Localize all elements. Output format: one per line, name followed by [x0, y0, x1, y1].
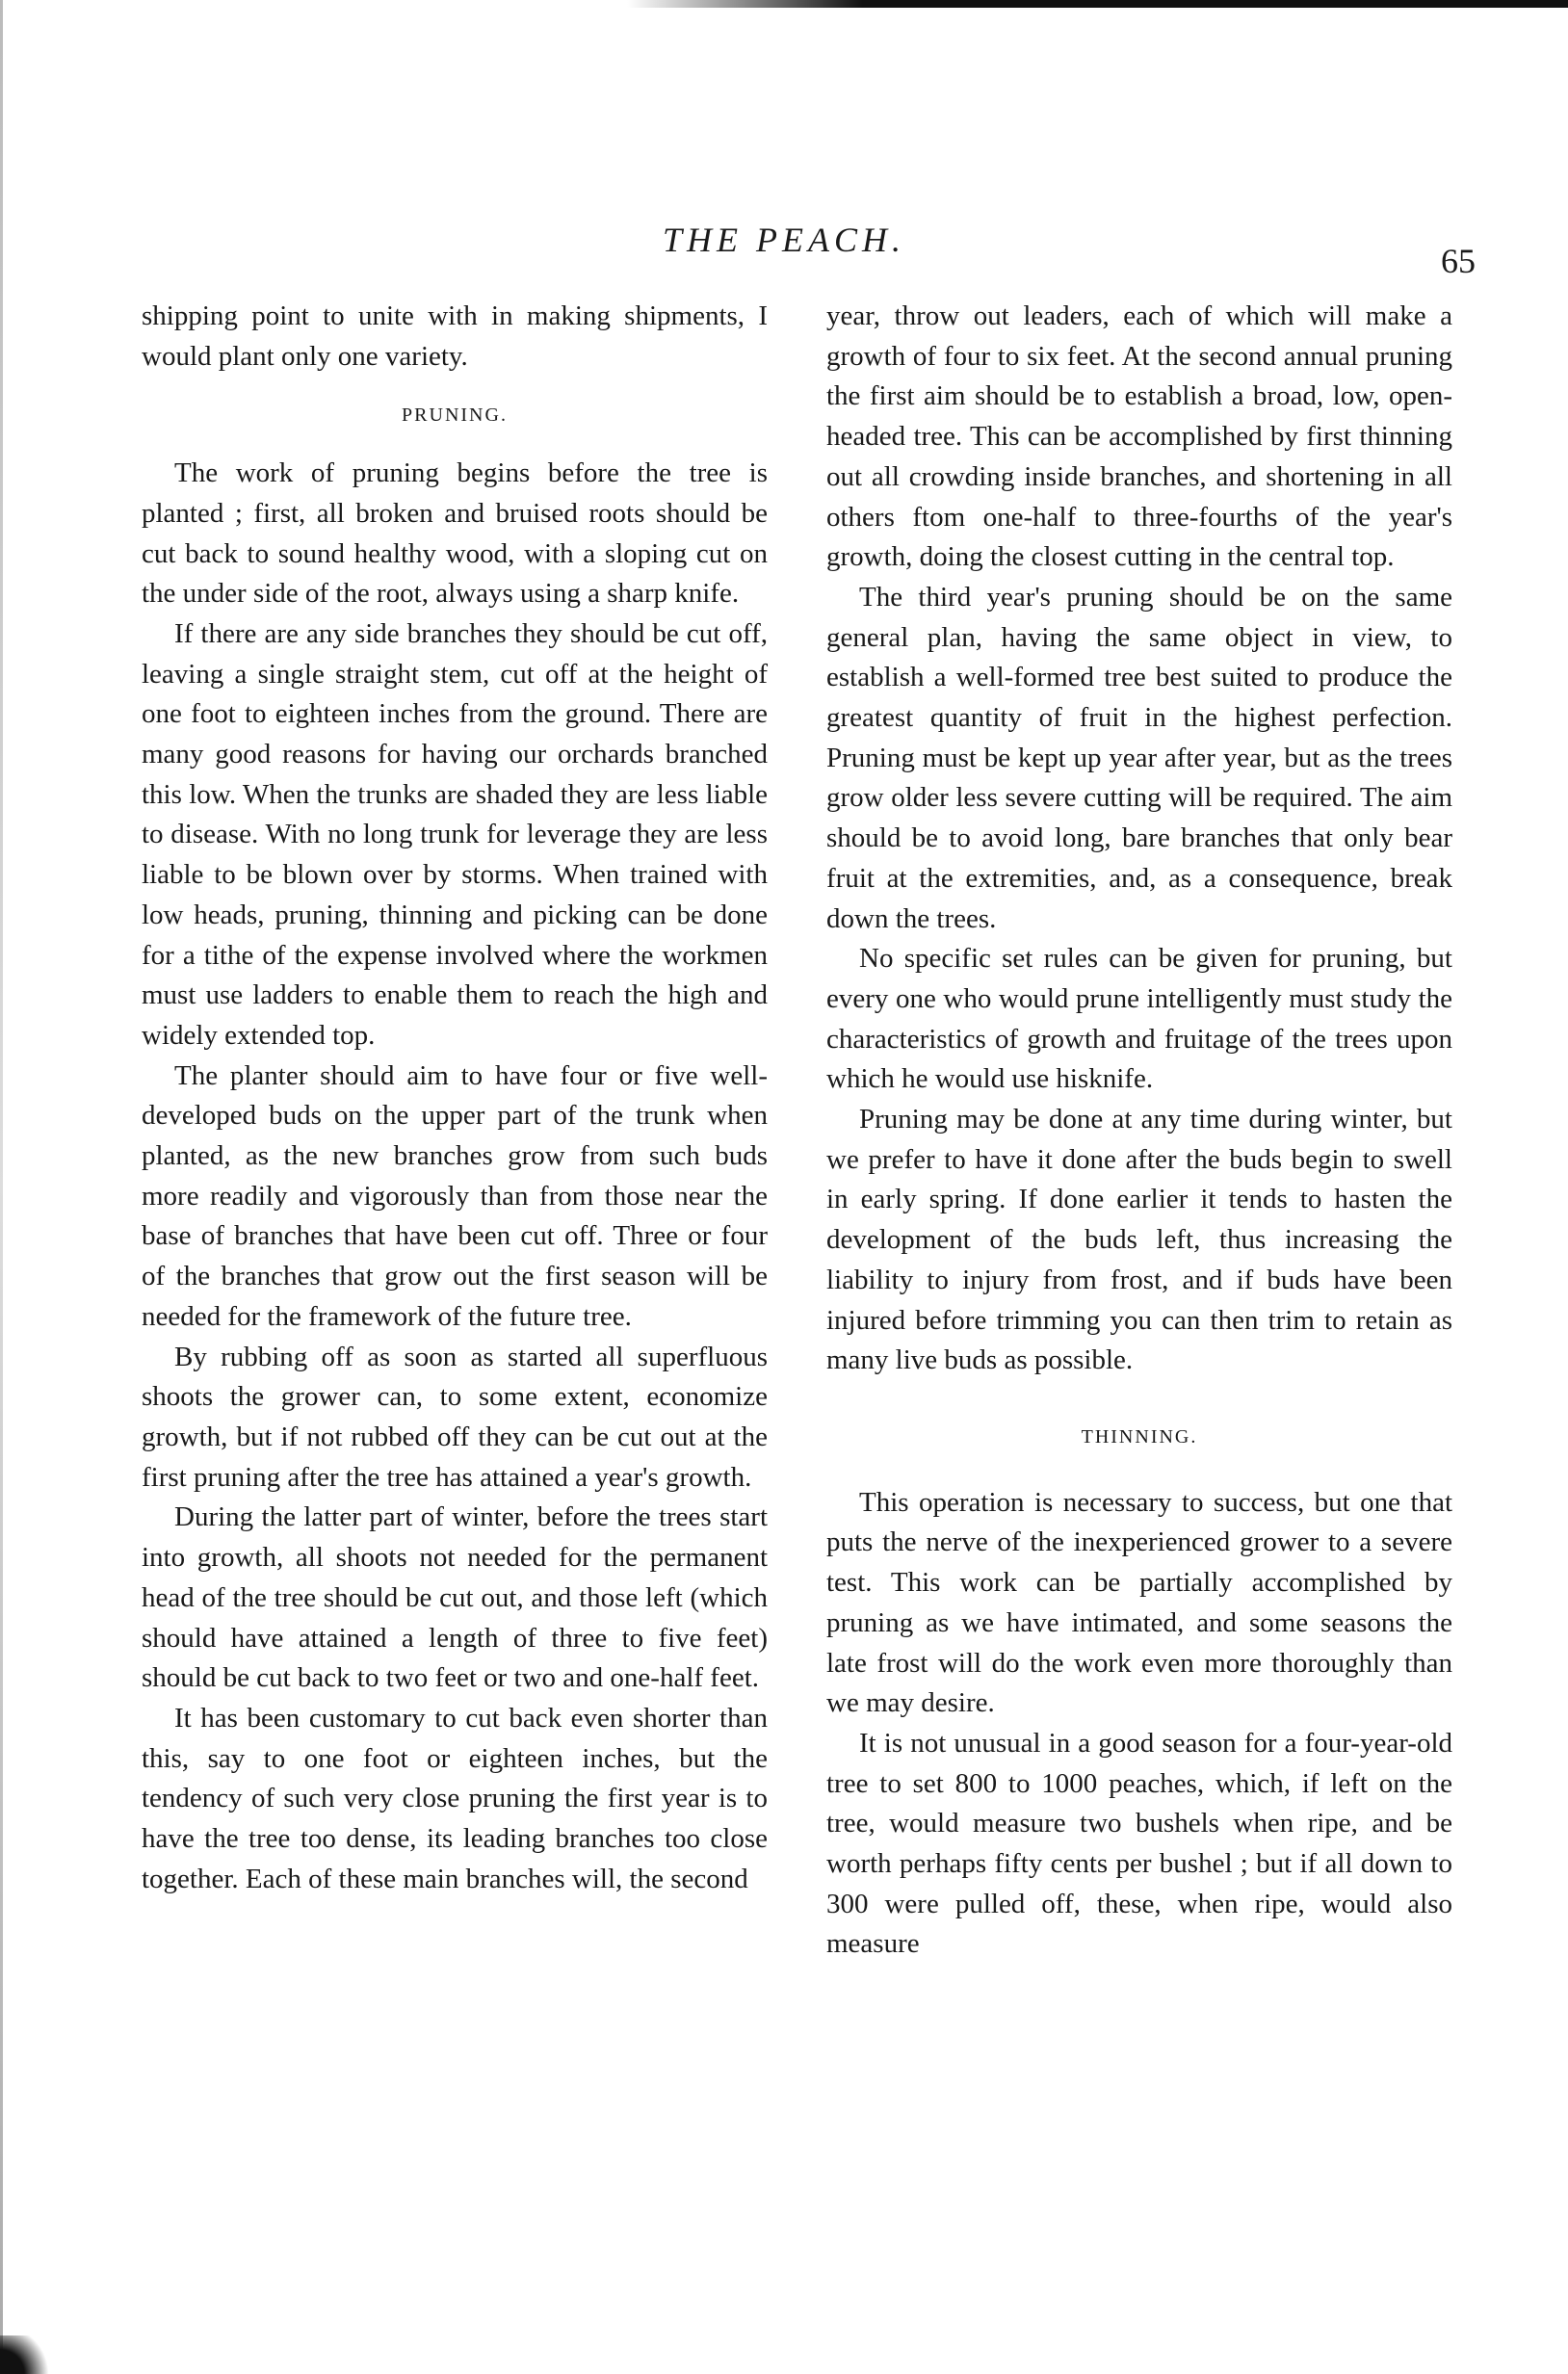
paragraph: This operation is necessary to success, but one that puts the nerve of the inexperienced grower to a severe test. This work can be partially accomplished by pruning as we have intimated, and some seasons the late frost will do the work even more thoroughly than we may desire.: [826, 1486, 1452, 1719]
paragraph-continued: year, throw out leaders, each of which will make a growth of four to six feet. At the second annual pruning the first aim should be to establish a broad, low, open-headed tree. This can be accomplished by first thinning out all crowding inside branches, and shortening in all others ftom one-half to three-fourths of the year's growth, doing the closest cutting in the central top.: [826, 300, 1452, 573]
left-page-edge: [0, 0, 3, 2374]
paragraph: It has been customary to cut back even shorter than this, say to one foot or eighteen inches, but the tendency of such very close pruning the first year is to have the tree too dense, its leading branches too close together. Each of these main branches will, the second: [142, 1702, 768, 1894]
paragraph: It is not unusual in a good season for a four-year-old tree to set 800 to 1000 peaches, which, if left on the tree, would measure two bushels when ripe, and be worth perhaps fifty cents per bushel ; but if all down to 300 were pulled off, these, when ripe, would also measure: [826, 1727, 1452, 1960]
page-number: 65: [1441, 242, 1476, 280]
paragraph: During the latter part of winter, before the trees start into growth, all shoots not needed for the permanent head of the tree should be cut out, and those left (which should have attained a length of three to five feet) should be cut back to two feet or two and one-half feet.: [142, 1501, 768, 1694]
left-column: [142, 297, 768, 1899]
paragraph: Pruning may be done at any time during winter, but we prefer to have it done after the buds begin to swell in early spring. If done earlier it tends to hasten the development of the buds left, thus increasing the liability to injury from frost, and if buds have been injured before trimming you can then trim to retain as many live buds as possible.: [826, 1104, 1452, 1376]
paragraph: The work of pruning begins before the tree is planted ; first, all broken and bruised roots should be cut back to sound healthy wood, with a sloping cut on the under side of the root, always using a sharp knife.: [142, 457, 768, 610]
section-heading-pruning: PRUNING.: [402, 404, 508, 427]
paragraph: If there are any side branches they should be cut off, leaving a single straight stem, cut off at the height of one foot to eighteen inches from the ground. There are many good reasons for having our orchards branched this low. When the trunks are shaded they are less liable to disease. With no long trunk for leverage they are less liable to be blown over by storms. When trained with low heads, pruning, thinning and picking can be done for a tithe of the expense involved where the workmen must use ladders to enable them to reach the high and widely extended top.: [142, 617, 768, 1051]
right-column: [826, 297, 1452, 1965]
paragraph: The planter should aim to have four or five well-developed buds on the upper part of the trunk when planted, as the new branches grow from such buds more readily and vigorously than from those near the base of branches that have been cut off. Three or four of the branches that grow out the first season will be needed for the framework of the future tree.: [142, 1059, 768, 1332]
paragraph: The third year's pruning should be on the same general plan, having the same object in view, to establish a well-formed tree best suited to produce the greatest quantity of fruit in the highest perfection. Pruning must be kept up year after year, but as the trees grow older less severe cutting will be required. The aim should be to avoid long, bare branches that only bear fruit at the extremities, and, as a consequence, break down the trees.: [826, 581, 1452, 934]
running-title: THE PEACH.: [663, 221, 905, 259]
section-heading-thinning: THINNING.: [1081, 1425, 1198, 1448]
top-edge-rule: [0, 0, 1568, 8]
paragraph: By rubbing off as soon as started all superfluous shoots the grower can, to some extent, economize growth, but if not rubbed off they can be cut out at the first pruning after the tree has attained a year's growth.: [142, 1341, 768, 1493]
corner-shadow: [0, 2335, 58, 2374]
paragraph-continued: shipping point to unite with in making shipments, I would plant only one variety.: [142, 300, 768, 372]
paragraph: No specific set rules can be given for pruning, but every one who would prune intelligently must study the characteristics of growth and fruitage of the trees upon which he would use hisknife.: [826, 943, 1452, 1095]
